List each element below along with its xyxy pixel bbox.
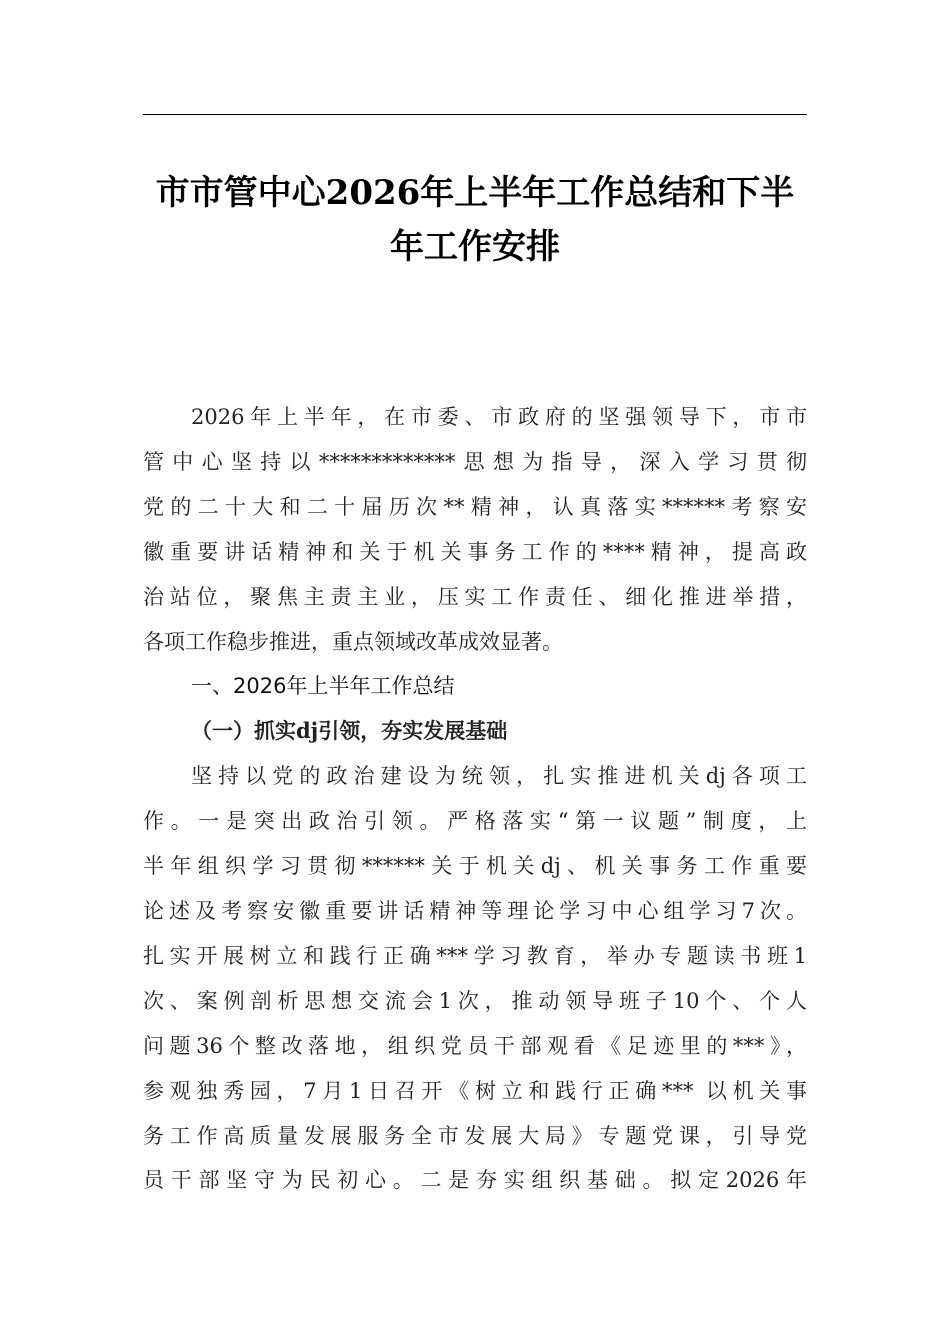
intro-line-3: 党的二十大和二十届历次**精神，认真落实******考察安: [143, 494, 807, 519]
subsection-heading: （一）抓实dj引领，夯实发展基础: [191, 718, 508, 744]
body-line-1: 坚持以党的政治建设为统领，扎实推进机关dj各项工: [191, 764, 807, 789]
body-line-6: 次、案例剖析思想交流会1次，推动领导班子10个、个人: [143, 988, 807, 1013]
body-line-10: 员干部坚守为民初心。二是夯实组织基础。拟定2026年: [143, 1168, 807, 1193]
document-title: [143, 166, 807, 274]
body-line-7: 问题36个整改落地，组织党员干部观看《足迹里的***》，: [143, 1033, 807, 1058]
title-line-2: 年工作安排: [390, 227, 560, 267]
header-rule: [143, 114, 807, 115]
body-paragraph: [143, 754, 807, 1203]
body-line-5: 扎实开展树立和践行正确***学习教育，举办专题读书班1: [143, 943, 807, 968]
intro-line-2: 管中心坚持以*************思想为指导，深入学习贯彻: [143, 449, 807, 474]
title-line-1: 市市管中心2026年上半年工作总结和下半: [155, 173, 795, 213]
document-body: [143, 395, 807, 1203]
intro-line-4: 徽重要讲话精神和关于机关事务工作的****精神，提高政: [143, 539, 807, 564]
body-line-8: 参观独秀园，7月1日召开《树立和践行正确*** 以机关事: [143, 1078, 807, 1103]
body-line-9: 务工作高质量发展服务全市发展大局》专题党课，引导党: [143, 1123, 807, 1148]
intro-line-5: 治站位，聚焦主责主业，压实工作责任、细化推进举措，: [143, 584, 807, 609]
section-heading: 一、2026年上半年工作总结: [191, 674, 455, 699]
body-line-2: 作。一是突出政治引领。严格落实“第一议题”制度，上: [143, 809, 807, 834]
intro-line-1: 2026年上半年，在市委、市政府的坚强领导下，市市: [191, 405, 807, 429]
body-line-3: 半年组织学习贯彻******关于机关dj、机关事务工作重要: [143, 854, 807, 879]
body-line-4: 论述及考察安徽重要讲话精神等理论学习中心组学习7次。: [143, 898, 807, 923]
intro-line-6: 各项工作稳步推进，重点领域改革成效显著。: [143, 629, 563, 654]
intro-paragraph: [143, 395, 807, 664]
